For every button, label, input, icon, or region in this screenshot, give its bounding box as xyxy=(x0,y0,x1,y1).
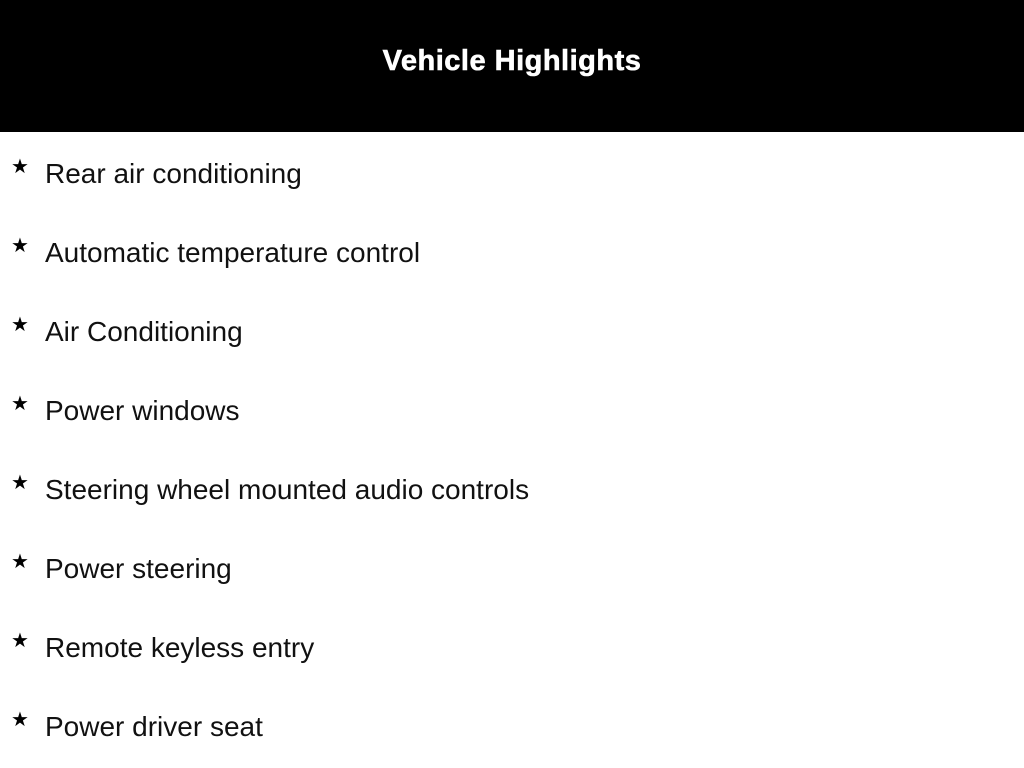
header-banner xyxy=(0,0,1024,132)
list-item-label: Power driver seat xyxy=(45,711,263,742)
list-item-label: Power windows xyxy=(45,395,240,426)
list-item-label: Air Conditioning xyxy=(45,316,243,347)
list-item-label: Rear air conditioning xyxy=(45,158,302,189)
page-title: Vehicle Highlights xyxy=(382,45,642,77)
list-item-label: Automatic temperature control xyxy=(45,237,421,268)
star-icon: ★ xyxy=(11,630,29,652)
star-icon: ★ xyxy=(11,551,29,573)
star-icon: ★ xyxy=(11,314,29,336)
star-icon: ★ xyxy=(11,472,29,494)
star-icon: ★ xyxy=(11,393,29,415)
star-icon: ★ xyxy=(11,156,29,178)
list-item-label: Steering wheel mounted audio controls xyxy=(45,474,530,505)
list-item-label: Remote keyless entry xyxy=(45,632,315,663)
star-icon: ★ xyxy=(11,709,29,731)
list-item-label: Power steering xyxy=(45,553,232,584)
star-icon: ★ xyxy=(11,235,29,257)
